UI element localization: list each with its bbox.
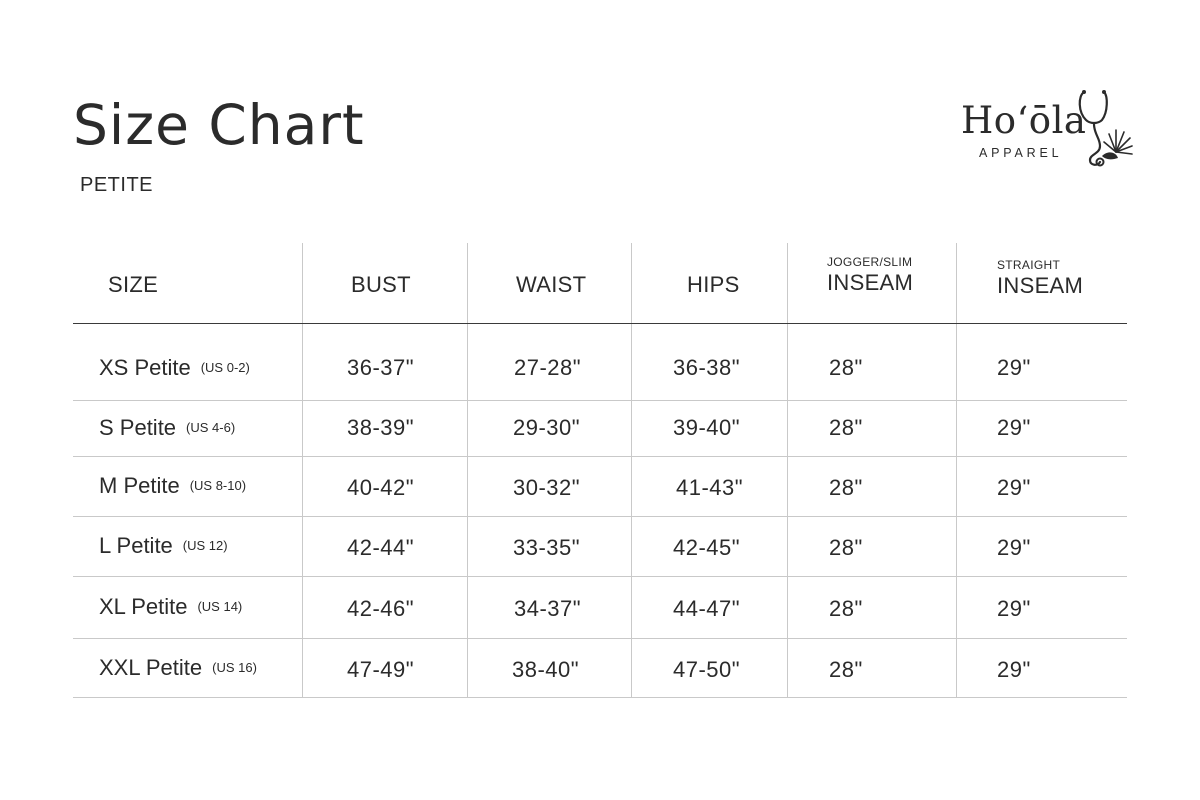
us-size: (US 8-10): [189, 478, 247, 493]
inseam-jogger-value: 28": [829, 475, 863, 500]
size-name: L Petite: [99, 533, 173, 558]
header-divider: [73, 323, 1127, 324]
size-label: [99, 533, 228, 559]
row-divider: [73, 456, 1127, 457]
row-divider: [73, 400, 1127, 401]
inseam-jogger-value: 28": [829, 657, 863, 682]
us-size: (US 12): [182, 538, 228, 553]
hips-value: 41-43": [676, 475, 744, 500]
inseam-straight-value: 29": [997, 355, 1031, 380]
size-label: [99, 655, 257, 681]
waist-value: 29-30": [513, 415, 581, 440]
bust-value: 36-37": [347, 355, 415, 380]
size-label: [99, 355, 250, 381]
waist-value: 34-37": [514, 596, 582, 621]
hips-value: 47-50": [673, 657, 741, 682]
header-inseam-jogger-label: INSEAM: [827, 270, 914, 295]
header-inseam-straight-type: STRAIGHT: [997, 258, 1061, 272]
stethoscope-icon: [1076, 86, 1136, 170]
bust-value: 38-39": [347, 415, 415, 440]
size-name: XXL Petite: [99, 655, 203, 680]
column-divider: [956, 243, 957, 698]
header-inseam-straight-label: INSEAM: [997, 273, 1084, 298]
us-size: (US 16): [212, 660, 257, 675]
size-label: [99, 473, 246, 499]
column-divider: [631, 243, 632, 698]
header-inseam-jogger-type: JOGGER/SLIM: [827, 255, 913, 269]
size-label: [99, 415, 235, 441]
bust-value: 42-44": [347, 535, 415, 560]
waist-value: 27-28": [514, 355, 582, 380]
row-divider: [73, 576, 1127, 577]
page-subtitle: PETITE: [80, 174, 154, 196]
column-divider: [787, 243, 788, 698]
inseam-straight-value: 29": [997, 415, 1031, 440]
inseam-straight-value: 29": [997, 535, 1031, 560]
page-title: Size Chart: [73, 93, 365, 157]
bust-value: 42-46": [347, 596, 415, 621]
header-inseam-jogger: [827, 255, 913, 296]
logo-wordmark: Hoʻōla: [961, 99, 1087, 142]
header-bust: BUST: [351, 272, 411, 297]
inseam-jogger-value: 28": [829, 415, 863, 440]
logo-tagline: APPAREL: [979, 146, 1063, 160]
inseam-jogger-value: 28": [829, 355, 863, 380]
header-hips: HIPS: [687, 272, 740, 297]
hips-value: 42-45": [673, 535, 741, 560]
us-size: (US 14): [197, 599, 243, 614]
size-name: S Petite: [99, 415, 177, 440]
bust-value: 47-49": [347, 657, 415, 682]
size-name: M Petite: [99, 473, 180, 498]
us-size: (US 4-6): [186, 420, 236, 435]
column-divider: [467, 243, 468, 698]
size-name: XS Petite: [99, 355, 191, 380]
hips-value: 39-40": [673, 415, 741, 440]
waist-value: 30-32": [513, 475, 581, 500]
hips-value: 36-38": [673, 355, 741, 380]
inseam-straight-value: 29": [997, 657, 1031, 682]
inseam-jogger-value: 28": [829, 596, 863, 621]
header-size: SIZE: [108, 272, 159, 297]
column-divider: [302, 243, 303, 698]
waist-value: 33-35": [513, 535, 581, 560]
inseam-straight-value: 29": [997, 475, 1031, 500]
waist-value: 38-40": [512, 657, 580, 682]
row-divider: [73, 697, 1127, 698]
us-size: (US 0-2): [200, 360, 250, 375]
size-label: [99, 594, 242, 620]
size-name: XL Petite: [99, 594, 188, 619]
brand-logo: [958, 86, 1138, 172]
inseam-jogger-value: 28": [829, 535, 863, 560]
bust-value: 40-42": [347, 475, 415, 500]
row-divider: [73, 638, 1127, 639]
hips-value: 44-47": [673, 596, 741, 621]
row-divider: [73, 516, 1127, 517]
inseam-straight-value: 29": [997, 596, 1031, 621]
header-inseam-straight: [997, 258, 1083, 299]
header-waist: WAIST: [516, 272, 587, 297]
